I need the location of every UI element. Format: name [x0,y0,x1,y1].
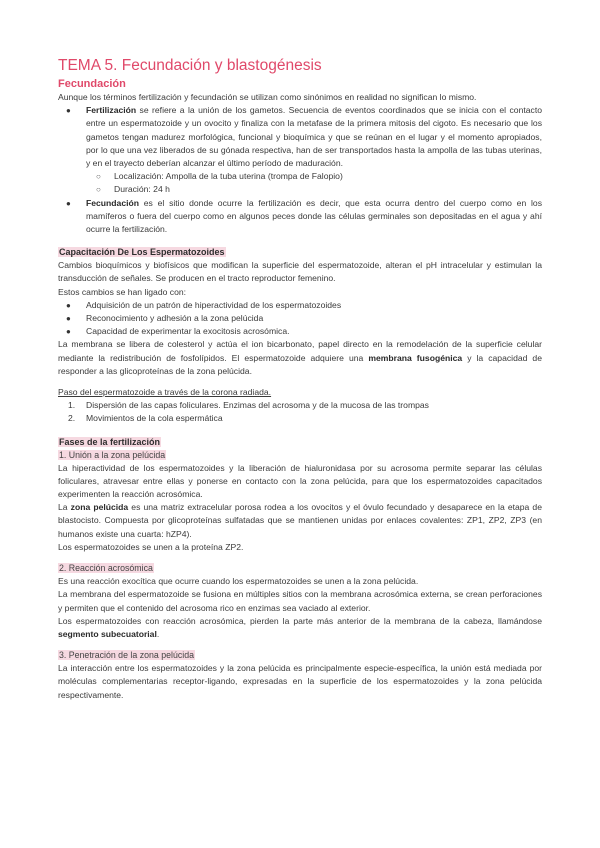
sublist-item [96,183,542,196]
document-title: TEMA 5. Fecundación y blastogénesis [58,57,322,74]
fase-1-paragraph-1: La hiperactividad de los espermatozoides y la liberación de hialuronidasa por su acrosoma permite separar las células foliculares, atravesar entre ellas y ponerse en contacto con la zona pelúcida, para que los espermatozoides capacitados experimenten la reacción acrosómica. [58,462,542,500]
capacitacion-paragraph-1: Cambios bioquímicos y biofísicos que modifican la superficie del espermatozoide, alteran el pH intracelular y estimulan la transducción de señales. Se producen en el tracto reproductor femenino. [58,260,542,284]
fase-2-paragraph-2: La membrana del espermatozoide se fusiona en múltiples sitios con la membrana acrosómica externa, se crean perforaciones y permiten que el contenido del acrosoma rico en enzimas sea vaciado al exterior. [58,589,542,613]
list-number: 1. [68,400,76,411]
circle-bullet-icon: ○ [96,172,101,182]
fase-1-paragraph-2 [58,501,542,541]
term-fecundacion: Fecundación [86,197,140,208]
fase-1-paragraph-3: Los espermatozoides se unen a la proteína ZP2. [58,541,244,552]
fase-3-title-text: 3. Penetración de la zona pelúcida [59,650,194,661]
fecundacion-intro: Aunque los términos fertilización y fecundación se utilizan como sinónimos en realidad no significan lo mismo. [58,92,477,102]
list-item [66,299,542,312]
bullet-dot-icon: ● [66,314,71,324]
list-item-text: Reconocimiento y adhesión a la zona pelúcida [86,313,264,324]
circle-bullet-icon: ○ [96,185,101,195]
bullet-dot-icon: ● [66,327,71,337]
bullet-dot-icon: ● [66,106,71,116]
section-heading-fases [58,436,542,449]
fertilizacion-text: se refiere a la unión de los gametos. Secuencia de eventos coordinados que se inicia con el contacto entre un espermatozoide y un ovocito y finaliza con la metafase de la primera mitosis del cigoto. Es necesario que los gametos tengan madurez morfológica, funcional y bioquímica y que se reúnan en el lugar y el momento apropiados, por lo que una vez liberados de su gónada respectiva, han de ser transportados hasta la ampolla de las tubas uterinas, y en el trayecto deberían alcanzar el último período de maduración. [86,105,542,169]
bullet-dot-icon: ● [66,300,71,310]
fase-3-title [58,649,542,662]
section-heading-fecundacion: Fecundación [58,78,126,90]
sublist-item [96,170,542,183]
fases-heading-text: Fases de la fertilización [59,436,161,447]
paso-corona-list [58,399,542,425]
capacitacion-heading-text: Capacitación De Los Espermatozoides [59,247,225,258]
list-number: 2. [68,413,76,424]
list-item-text: Capacidad de experimentar la exocitosis acrosómica. [86,326,290,337]
paragraph-text: Los espermatozoides con reacción acrosómica, pierden la parte más anterior de la membrana de la cabeza, llamándose [58,615,542,626]
paragraph-text: La [58,502,71,513]
fertilizacion-sublist [86,170,542,196]
paso-corona-title [58,386,542,399]
list-item-text: Dispersión de las capas foliculares. Enzimas del acrosoma y de la mucosa de las trompas [86,400,429,411]
bullet-fecundacion [66,197,542,237]
paragraph-text: es una matriz extracelular porosa rodea a los ovocitos y el óvulo fecundado y desaparece en la etapa de blastocisto. Compuesta por glicoproteínas sulfatadas que se mantienen unidas por enlaces covalentes: ZP1, ZP2, ZP3 (en humanos existe una cuarta: hZP4). [58,502,542,539]
section-heading-capacitacion [58,246,542,259]
term-fertilizacion: Fertilización [86,105,137,116]
list-item-text: Adquisición de un patrón de hiperactividad de los espermatozoides [86,299,342,310]
sublist-item-text: Duración: 24 h [114,184,170,195]
paso-corona-title-text: Paso del espermatozoide a través de la corona radiada. [58,387,272,398]
list-item [66,312,542,325]
capacitacion-bullet-list [58,299,542,339]
term-segmento-subecuatorial: segmento subecuatorial [58,628,157,639]
fecundacion-text: es el sitio donde ocurre la fertilización es decir, que esta ocurra dentro del cuerpo como en los mamíferos o fuera del cuerpo como en algunos peces donde las células germinales son depositadas en el agua y ahí ocurre la fertilización. [86,197,542,235]
fase-1-title [58,449,542,462]
fase-2-title-text: 2. Reacción acrosómica [59,563,153,574]
fase-2-paragraph-3 [58,615,542,641]
bullet-dot-icon: ● [66,198,71,208]
list-item [66,325,542,338]
fase-2-title [58,562,542,575]
capacitacion-paragraph-2: Estos cambios se han ligado con: [58,286,187,297]
fase-3-paragraph-1: La interacción entre los espermatozoides y la zona pelúcida es principalmente especie-específica, la unión está mediada por moléculas complementarias receptor-ligando, expresadas en la superficie de los espermatozoides y la zona pelúcida respectivamente. [58,663,542,700]
paragraph-text: . [156,628,160,639]
bullet-fertilizacion [66,104,542,196]
list-item-text: Movimientos de la cola espermática [86,413,223,424]
list-item [68,412,542,425]
list-item [68,399,542,412]
capacitacion-paragraph-3 [58,338,542,378]
sublist-item-text: Localización: Ampolla de la tuba uterina (trompa de Falopio) [114,171,343,182]
fase-2-paragraph-1: Es una reacción exocítica que ocurre cuando los espermatozoides se unen a la zona pelúcida. [58,576,419,587]
paragraph-text: La membrana se libera de colesterol y actúa el ion bicarbonato, papel directo en la remodelación de la superficie celular mediante la redistribución de fosfolípidos. El espermatozoide adquiere una [58,339,542,363]
term-membrana-fusogenica: membrana fusogénica [368,352,463,363]
term-zona-pelucida: zona pelúcida [70,502,129,513]
paragraph-text: y la capacidad de responder a las glicoproteínas de la zona pelúcida. [58,352,542,376]
fase-1-title-text: 1. Unión a la zona pelúcida [59,449,166,460]
fecundacion-bullet-list [58,104,542,236]
